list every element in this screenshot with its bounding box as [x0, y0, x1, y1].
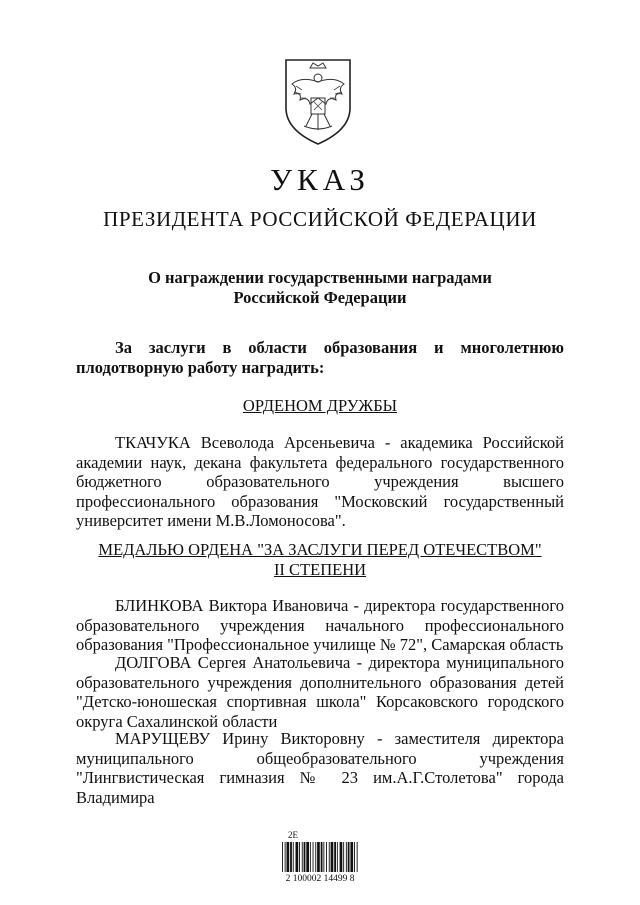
awardee-line: академии наук, декана факультета федерального государственного — [76, 452, 564, 472]
barcode-bar — [326, 842, 327, 872]
code-mark: 2Е — [288, 830, 298, 840]
awardee-line: бюджетного образовательного учреждения высшего — [76, 472, 564, 491]
barcode-bar — [350, 842, 353, 872]
awardee-tkachuk — [76, 433, 564, 531]
awardee-dolgov — [76, 653, 564, 731]
awardee-line: муниципального общеобразовательного учреждения — [76, 748, 564, 768]
barcode-bar — [293, 842, 294, 872]
awardee-line: ТКАЧУКА Всеволода Арсеньевича - академика Российской — [115, 433, 564, 452]
barcode-bar — [287, 842, 290, 872]
awardee-line: образования "Профессиональное училище № 72", Самарская область — [76, 635, 564, 654]
awardee-line: "Лингвистическая гимназия № 23 им.А.Г.Столетова" города — [76, 768, 564, 787]
barcode-bar — [323, 842, 324, 872]
barcode-bar — [282, 842, 283, 872]
awardee-line: МАРУЩЕВУ Ирину Викторовну - заместителя директора — [115, 729, 564, 748]
barcode-bar — [315, 842, 316, 872]
awardee-blinkov — [76, 596, 564, 655]
barcode-bar — [313, 842, 314, 872]
awardee-marushcheva — [76, 729, 564, 807]
barcode-bar — [299, 842, 300, 872]
barcode-bar — [306, 842, 309, 872]
awardee-line: БЛИНКОВА Виктора Ивановича - директора государственного — [115, 596, 564, 615]
award-title-medal: МЕДАЛЬЮ ОРДЕНА "ЗА ЗАСЛУГИ ПЕРЕД ОТЕЧЕСТВОМ" II СТЕПЕНИ — [98, 540, 542, 579]
barcode-icon — [282, 842, 358, 872]
decree-heading — [120, 268, 520, 308]
decree-title: УКАЗ — [270, 162, 370, 197]
barcode-bar — [331, 842, 334, 872]
state-emblem-icon — [280, 56, 356, 146]
awardee-line: образовательного учреждения дополнительного образования детей — [76, 672, 564, 692]
barcode-bar — [357, 842, 358, 872]
barcode-bar — [302, 842, 303, 872]
decree-subtitle: ПРЕЗИДЕНТА РОССИЙСКОЙ ФЕДЕРАЦИИ — [103, 207, 537, 231]
awardee-line: ДОЛГОВА Сергея Анатольевича - директора муниципального — [115, 653, 564, 672]
heading-line: О награждении государственными наградами — [148, 268, 492, 287]
awardee-line: университет имени М.В.Ломоносова". — [76, 511, 346, 530]
awardee-line: округа Сахалинской области — [76, 711, 278, 731]
intro-paragraph — [76, 338, 564, 377]
barcode-bar — [296, 842, 299, 872]
barcode-bar — [321, 842, 323, 872]
barcode-bar — [337, 842, 338, 872]
intro-line: За заслуги в области образования и многолетнюю — [115, 338, 564, 357]
barcode-bar — [310, 842, 311, 872]
barcode-bar — [317, 842, 320, 872]
awardee-line: профессионального образования "Московский государственный — [76, 491, 564, 511]
awardee-line: Владимира — [76, 787, 155, 807]
barcode-bar — [304, 842, 306, 872]
barcode-bar — [346, 842, 347, 872]
barcode-bar — [348, 842, 350, 872]
award-title-order-friendship: ОРДЕНОМ ДРУЖБЫ — [242, 396, 398, 415]
awardee-line: образовательного учреждения начального профессионального — [76, 615, 564, 635]
barcode-bar — [334, 842, 336, 872]
barcode-bar — [354, 842, 355, 872]
heading-line: Российской Федерации — [233, 288, 407, 307]
barcode-bar — [329, 842, 330, 872]
barcode-number: 2 100002 14499 8 — [285, 874, 355, 884]
document-barcode — [278, 830, 362, 892]
barcode-bar — [340, 842, 343, 872]
intro-line: плодотворную работу наградить: — [76, 357, 325, 377]
barcode-bar — [290, 842, 292, 872]
barcode-bar — [343, 842, 344, 872]
barcode-bar — [285, 842, 286, 872]
awardee-line: "Детско-юношеская спортивная школа" Корсаковского городского — [76, 692, 564, 711]
